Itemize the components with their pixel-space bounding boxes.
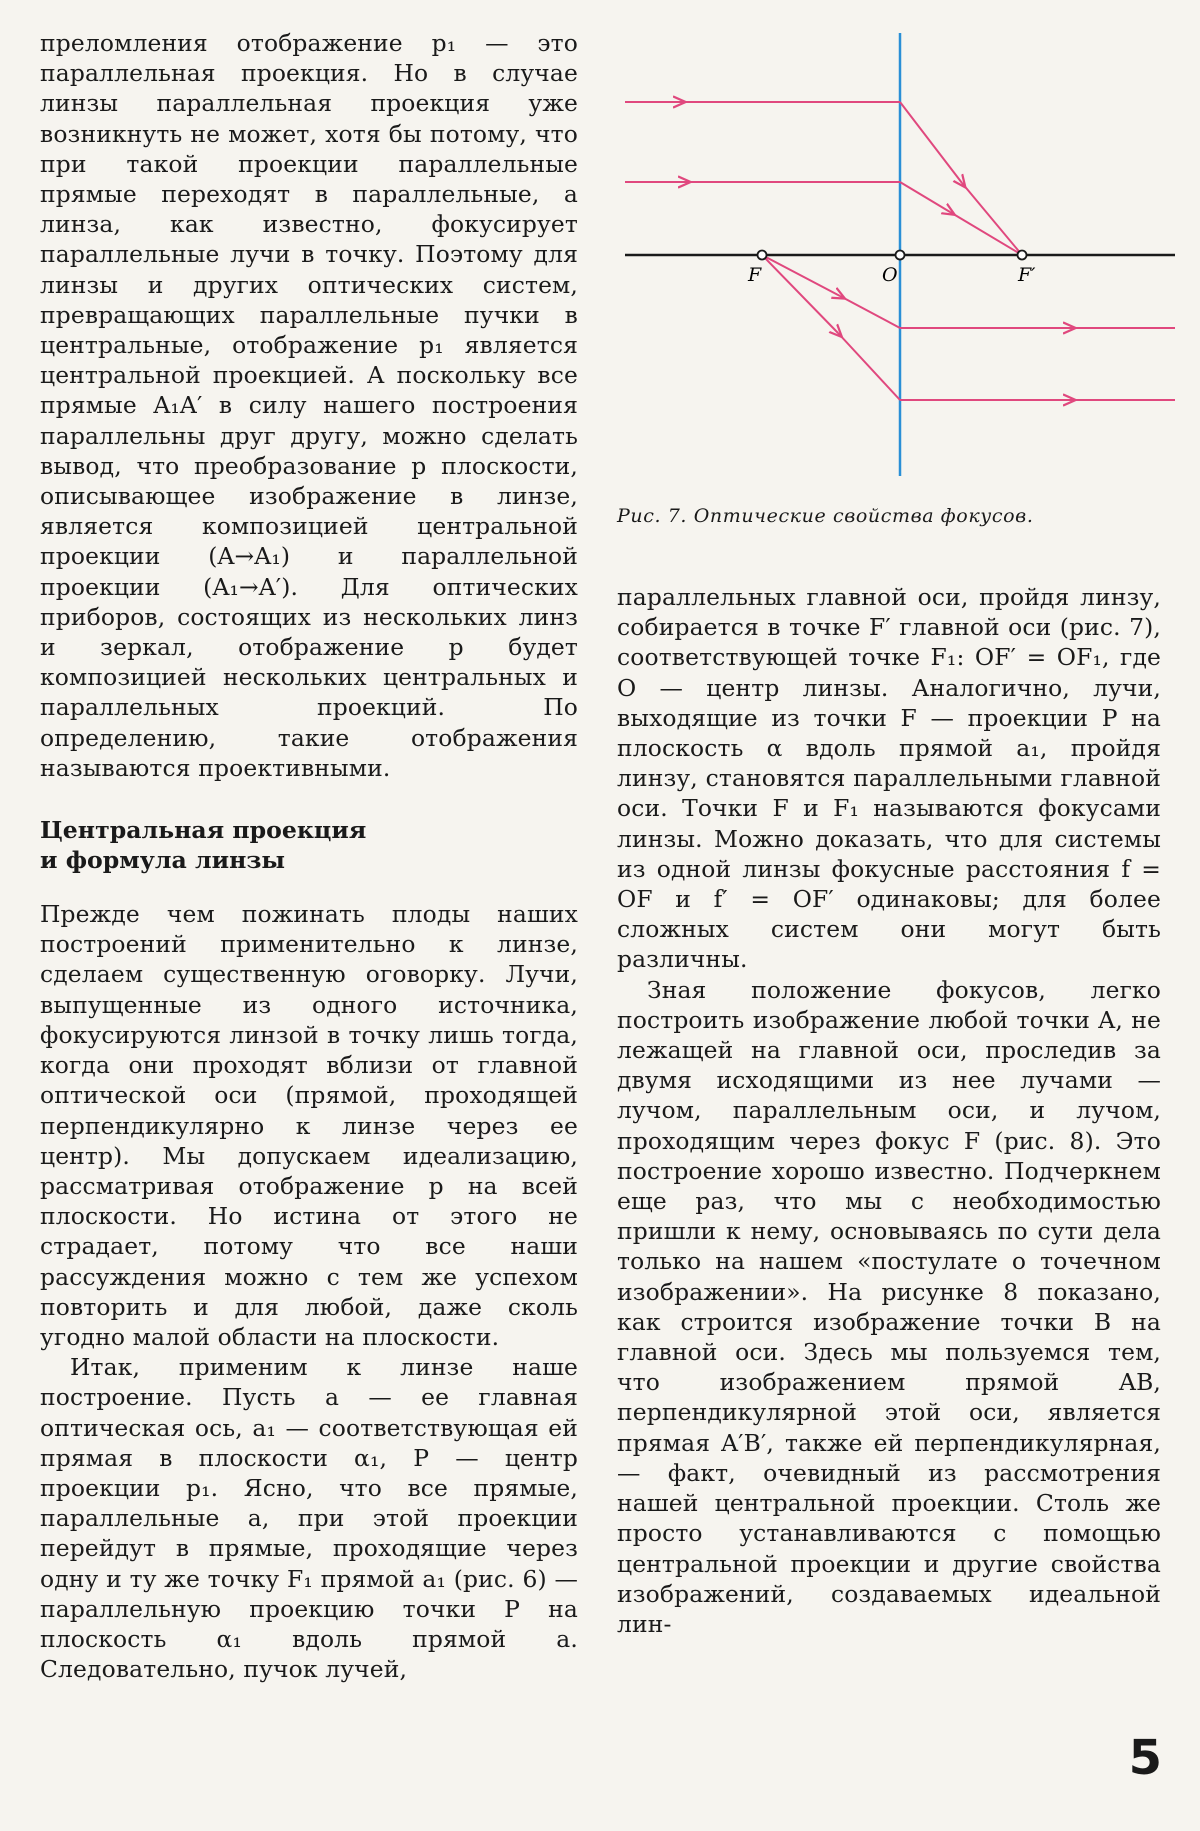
lens-focus-figure [610,28,1180,498]
converging-ray-2-b [950,212,1022,255]
diverging-ray-1-a [762,255,840,296]
right-paragraph-2: Зная положение фокусов, легко построить изображение любой точки A, не лежащей на главной оси, проследив за двумя исходящими из нее лучами — лучом, параллельным оси, и лучом, проходящим через фокус F (рис. 8). Это построение хорошо известно. Подчеркнем еще раз, что мы с необходимостью пришли к нему, основываясь по сути дела только на нашем «постулате о точечном изображении». На рисунке 8 показано, как строится изображение точки B на главной оси. Здесь мы пользуемся тем, что изображением прямой AB, перпендикулярной этой оси, является прямая A′B′, также ей перпендикулярная, — факт, очевидный из рассмотрения нашей центральной проекции. Столь же просто устанавливаются с помощью центральной проекции и другие свойства изображений, создаваемых идеальной лин- [617,975,1161,1638]
page-number: 5 [1128,1730,1162,1786]
diverging-ray-2-b [838,333,900,400]
converging-ray-1-b [962,183,1022,255]
diverging-ray-1-b [840,296,900,328]
converging-ray-1-a [900,102,962,183]
center-point-O [896,251,905,260]
left-paragraph-3: Итак, применим к линзе наше построение. Пусть a — ее главная оптическая ось, a₁ — соответствующая ей прямая в плоскости α₁, P — центр проекции p₁. Ясно, что все прямые, параллельные a, при этой проекции перейдут в прямые, проходящие через одну и ту же точку F₁ прямой a₁ (рис. 6) — параллельную проекцию точки P на плоскость α₁ вдоль прямой a. Следовательно, пучок лучей, [40,1353,578,1684]
right-paragraph-1: параллельных главной оси, пройдя линзу, собирается в точке F′ главной оси (рис. 7), соответствующей точке F₁: OF′ = OF₁, где O — центр линзы. Аналогично, лучи, выходящие из точки F — проекции P на плоскость α вдоль прямой a₁, пройдя линзу, становятся параллельными главной оси. Точки F и F₁ называются фокусами линзы. Можно доказать, что для системы из одной линзы фокусные расстояния f = OF и f′ = OF′ одинаковы; для более сложных систем они могут быть различны. [617,583,1161,974]
right-column [617,582,1161,1639]
incoming-parallel-rays [625,102,1022,255]
focus-point-F-prime [1018,251,1027,260]
diverging-ray-2-a [762,255,838,333]
label-F: F [748,264,762,286]
left-paragraph-1: преломления отображение p₁ — это параллельная проекция. Но в случае линзы параллельная проекция уже возникнуть не может, хотя бы потому, что при такой проекции параллельные прямые переходят в параллельные, а линза, как известно, фокусирует параллельные лучи в точку. Поэтому для линзы и других оптических систем, превращающих параллельные пучки в центральные, отображение p₁ является центральной проекцией. А поскольку все прямые A₁A′ в силу нашего построения параллельны друг другу, можно сделать вывод, что преобразование p плоскости, описывающее изображение в линзе, является композицией центральной проекции (A→A₁) и параллельной проекции (A₁→A′). Для оптических приборов, состоящих из нескольких линз и зеркал, отображение p будет композицией нескольких центральных и параллельных проекций. По определению, такие отображения называются проективными. [40,29,578,782]
left-column [40,28,578,1684]
focus-point-F [758,251,767,260]
section-heading [40,815,578,875]
converging-ray-2-a [900,182,950,212]
label-O: O [882,264,898,286]
rays-from-focus [762,255,1175,400]
section-heading-line-2: и формула линзы [40,846,286,875]
figure-caption: Рис. 7. Оптические свойства фокусов. [617,505,1034,527]
label-F-prime: F′ [1018,264,1036,286]
left-paragraph-2: Прежде чем пожинать плоды наших построений применительно к линзе, сделаем существенную оговорку. Лучи, выпущенные из одного источника, фокусируются линзой в точку лишь тогда, когда они проходят вблизи от главной оптической оси (прямой, проходящей перпендикулярно к линзе через ее центр). Мы допускаем идеализацию, рассматривая отображение p на всей плоскости. Но истина от этого не страдает, потому что все наши рассуждения можно с тем же успехом повторить и для любой, даже сколь угодно малой области на плоскости. [40,900,578,1351]
section-heading-line-1: Центральная проекция [40,816,367,845]
